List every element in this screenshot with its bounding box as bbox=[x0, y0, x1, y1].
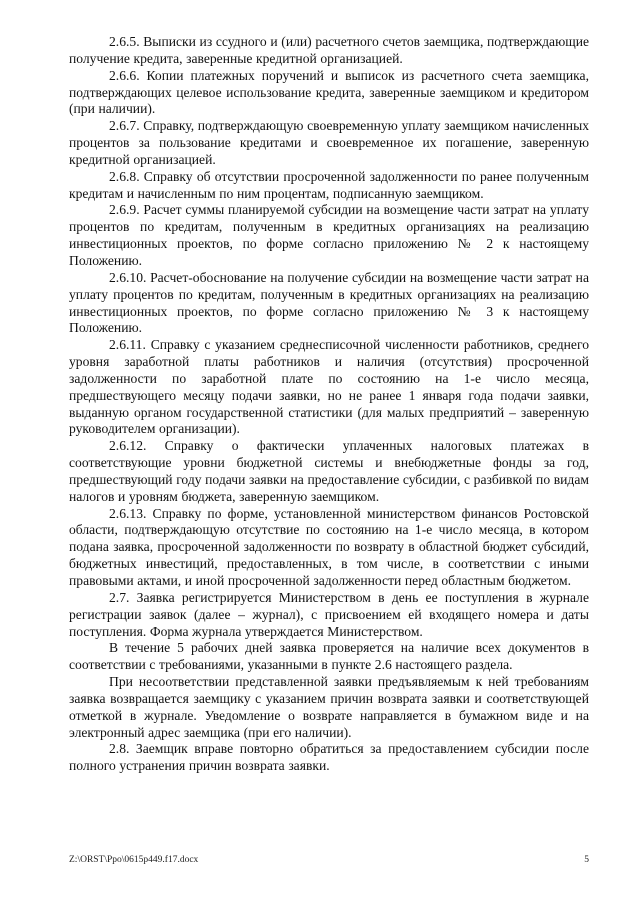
page-number: 5 bbox=[584, 855, 589, 865]
paragraph-2-6-13: 2.6.13. Справку по форме, установленной министерством финансов Ростовской области, подтверждающую отсутствие по состоянию на 1-е число месяца, в котором подана заявка, просроченной задолженности по возврату в областной бюджет субсидий, бюджетных инвестиций, предоставленных, в том числе, в соответствии с иными правовыми актами, и иной просроченной задолженности перед областным бюджетом. bbox=[69, 505, 589, 588]
paragraph-2-6-5: 2.6.5. Выписки из ссудного и (или) расчетного счетов заемщика, подтверждающие получение кредита, заверенные кредитной организацией. bbox=[69, 34, 589, 66]
footer-file-path: Z:\ORST\Ppo\0615p449.f17.docx bbox=[69, 855, 199, 865]
paragraph-2-6-7: 2.6.7. Справку, подтверждающую своевременную уплату заемщиком начисленных процентов за пользование кредитами и своевременное их погашение, заверенную кредитной организацией. bbox=[69, 118, 589, 167]
paragraph-2-6-12: 2.6.12. Справку о фактически уплаченных налоговых платежах в соответствующие уровни бюджетной системы и внебюджетные фонды за год, предшествующий году подачи заявки на предоставление субсидии, с разбивкой по видам налогов и уровням бюджета, заверенную заемщиком. bbox=[69, 438, 589, 504]
paragraph-2-6-11: 2.6.11. Справку с указанием среднесписочной численности работников, среднего уровня заработной платы работников и наличия (отсутствия) просроченной задолженности по заработной плате по состоянию на 1-е число месяца, предшествующего месяцу подачи заявки, но не ранее 1 января года подачи заявки, выданную органом государственной статистики (для малых предприятий – заверенную руководителем организации). bbox=[69, 337, 589, 437]
paragraph-2-6-8: 2.6.8. Справку об отсутствии просроченной задолженности по ранее полученным кредитам и начисленным по ним процентам, подписанную заемщиком. bbox=[69, 168, 589, 201]
paragraph-return-conditions: При несоответствии представленной заявки предъявляемым к ней требованиям заявка возвращается заемщику с указанием причин возврата заявки и соответствующей отметкой в журнале. Уведомление о возврате направляется в бумажном виде и на электронный адрес заемщика (при его наличии). bbox=[69, 674, 589, 740]
document-body bbox=[69, 34, 589, 775]
paragraph-check-period: В течение 5 рабочих дней заявка проверяется на наличие всех документов в соответствии с требованиями, указанными в пункте 2.6 настоящего раздела. bbox=[69, 640, 589, 673]
paragraph-2-8: 2.8. Заемщик вправе повторно обратиться за предоставлением субсидии после полного устранения причин возврата заявки. bbox=[69, 741, 589, 774]
paragraph-2-6-10: 2.6.10. Расчет-обоснование на получение субсидии на возмещение части затрат на уплату процентов по кредитам, полученным в кредитных организациях на реализацию инвестиционных проектов, по форме согласно приложению № 3 к настоящему Положению. bbox=[69, 269, 589, 336]
paragraph-2-6-9: 2.6.9. Расчет суммы планируемой субсидии на возмещение части затрат на уплату процентов по кредитам, полученным в кредитных организациях на реализацию инвестиционных проектов, по форме согласно приложению № 2 к настоящему Положению. bbox=[69, 202, 589, 268]
paragraph-2-7: 2.7. Заявка регистрируется Министерством в день ее поступления в журнале регистрации заявок (далее – журнал), с присвоением ей входящего номера и даты поступления. Форма журнала утверждается Министерством. bbox=[69, 589, 589, 639]
paragraph-2-6-6: 2.6.6. Копии платежных поручений и выписок из расчетного счета заемщика, подтверждающих целевое использование кредита, заверенные заемщиком и кредитором (при наличии). bbox=[69, 67, 589, 117]
